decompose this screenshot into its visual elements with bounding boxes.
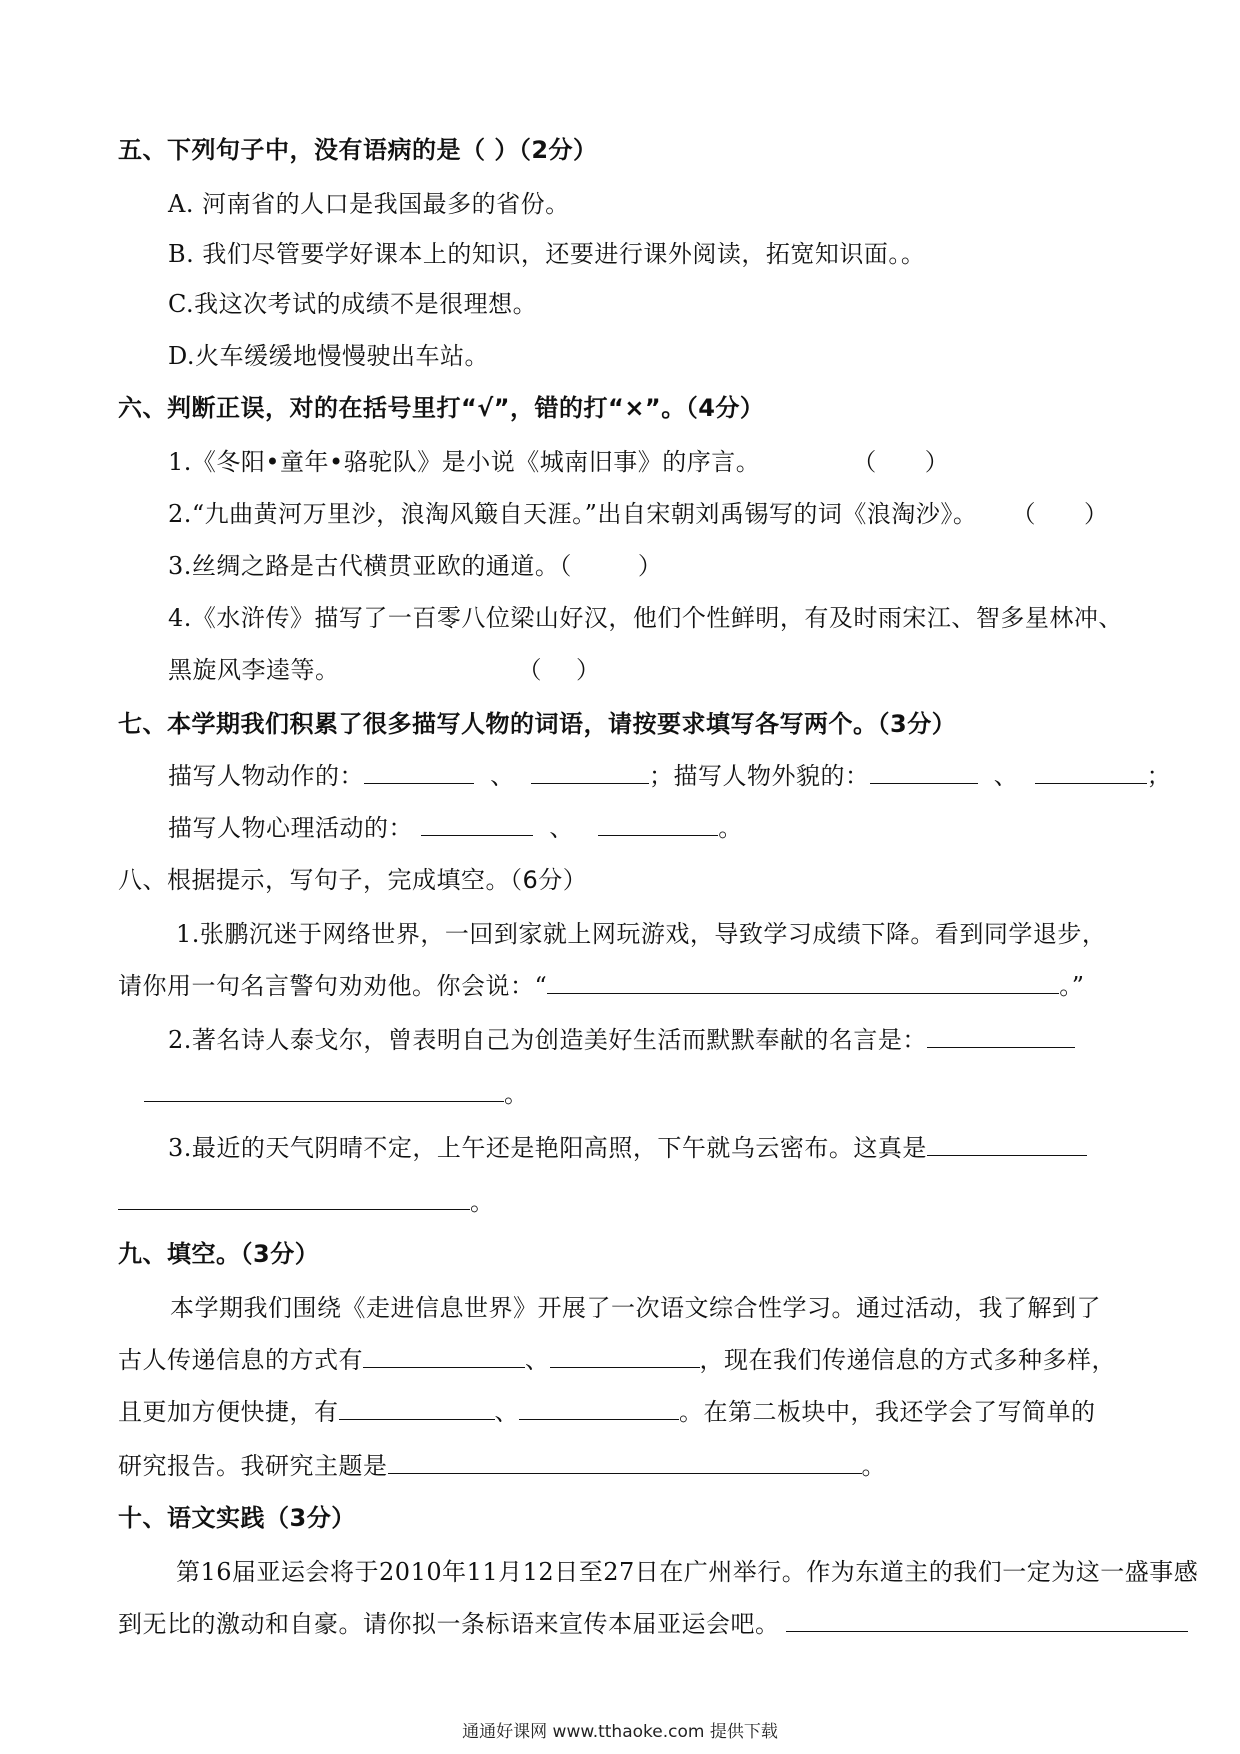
section-9-line-4 [118,1450,886,1482]
blank-research-topic[interactable] [388,1451,862,1474]
q3-prompt: 3.最近的天气阴晴不定，上午还是艳阳高照，下午就乌云密布。这真是 [168,1134,927,1162]
separator: 、 [993,762,1019,790]
section-5-option-b: B. 我们尽管要学好课本上的知识，还要进行课外阅读，拓宽知识面。。 [168,240,926,268]
item-text: 黑旋风李逵等。 [168,656,340,684]
modern-methods-text: ，现在我们传递信息的方式多种多样， [699,1346,1116,1374]
blank-q3-answer-b[interactable] [118,1187,470,1210]
blank-ancient-method-2[interactable] [550,1345,700,1368]
footer-source: 通通好课网 www.tthaoke.com 提供下载 [462,1722,778,1742]
blank-slogan[interactable] [786,1609,1188,1632]
period: 。 [718,814,743,842]
section-8-heading: 八、根据提示，写句子，完成填空。（6分） [118,866,588,894]
section-6-item-4-line-2 [168,654,601,686]
ancient-methods-prompt: 古人传递信息的方式有 [118,1346,363,1374]
prompt-psychology: 描写人物心理活动的： [168,814,413,842]
modern-methods-prompt: 且更加方便快捷，有 [118,1398,339,1426]
section-5-heading: 五、下列句子中，没有语病的是（ ）（2分） [118,136,598,164]
blank-action-1[interactable] [364,761,474,784]
section-8-q3-line-1 [168,1132,1087,1164]
separator: 、 [490,762,515,790]
section-6-item-2 [168,498,1108,530]
separator: 、 [549,814,574,842]
q1-prompt: 请你用一句名言警句劝劝他。你会说：“ [118,972,548,1000]
section-7-line-1 [168,760,1171,792]
section-10-line-1: 第16届亚运会将于2010年11月12日至27日在广州举行。作为东道主的我们一定为这一盛事感 [176,1558,1199,1586]
section-9-line-3 [118,1396,1096,1428]
item-text: 2.“九曲黄河万里沙，浪淘风簸自天涯。”出自宋朝刘禹锡写的词《浪淘沙》。 [168,500,978,528]
answer-paren-open: （ [1011,500,1036,528]
section-8-q2-line-2 [144,1078,529,1110]
blank-q2-answer-a[interactable] [927,1025,1075,1048]
section-5-option-d: D.火车缓缓地慢慢驶出车站。 [168,342,490,370]
section-9-line-1: 本学期我们围绕《走进信息世界》开展了一次语文综合性学习。通过活动，我了解到了 [170,1294,1101,1322]
answer-paren-close: ） [1083,500,1109,528]
blank-psychology-1[interactable] [421,813,533,836]
blank-ancient-method-1[interactable] [363,1345,525,1368]
section-8-q1-line-1: 1.张鹏沉迷于网络世界，一回到家就上网玩游戏，导致学习成绩下降。看到同学退步， [176,920,1107,948]
section-10-line-2 [118,1608,1188,1640]
answer-paren-close: ） [924,448,950,476]
item-text: 1.《冬阳•童年•骆驼队》是小说《城南旧事》的序言。 [168,448,761,476]
blank-modern-method-2[interactable] [519,1397,679,1420]
blank-q1-answer[interactable] [547,971,1059,994]
section-8-q2-line-1 [168,1024,1075,1056]
quote-end: 。” [1059,972,1085,1000]
prompt-appearance: ；描写人物外貌的： [649,762,870,790]
section-6-item-4-line-1: 4.《水浒传》描写了一百零八位梁山好汉，他们个性鲜明，有及时雨宋江、智多星林冲、 [168,604,1123,632]
blank-appearance-1[interactable] [870,761,978,784]
prompt-action: 描写人物动作的： [168,762,364,790]
slogan-prompt: 到无比的激动和自豪。请你拟一条标语来宣传本届亚运会吧。 [118,1610,780,1638]
section-6-heading: 六、判断正误，对的在括号里打“√”，错的打“×”。（4分） [118,394,765,422]
section-7-line-2 [168,812,743,844]
blank-action-2[interactable] [531,761,649,784]
section-10-heading: 十、语文实践（3分） [118,1504,356,1532]
section-6-item-1 [168,446,949,478]
section-5-option-c: C.我这次考试的成绩不是很理想。 [168,290,538,318]
separator: 、 [525,1346,550,1374]
section-9-line-2 [118,1344,1116,1376]
section-5-option-a: A. 河南省的人口是我国最多的省份。 [168,190,570,218]
section-6-item-3 [168,550,662,582]
semicolon: ； [1146,762,1172,790]
answer-paren-close: ） [576,656,601,684]
period: 。 [861,1452,886,1480]
q2-prompt: 2.著名诗人泰戈尔，曾表明自己为创造美好生活而默默奉献的名言是： [168,1026,927,1054]
answer-paren-open: （ [852,448,877,476]
blank-q2-answer-b[interactable] [144,1079,504,1102]
blank-psychology-2[interactable] [598,813,718,836]
research-topic-prompt: 研究报告。我研究主题是 [118,1452,388,1480]
separator: 、 [494,1398,519,1426]
second-block-text: 。在第二板块中，我还学会了写简单的 [679,1398,1096,1426]
section-8-q1-line-2 [118,970,1085,1002]
section-8-q3-line-2 [118,1186,495,1218]
blank-appearance-2[interactable] [1035,761,1147,784]
blank-q3-answer-a[interactable] [927,1133,1087,1156]
answer-paren-close: ） [637,552,663,580]
item-text: 3.丝绸之路是古代横贯亚欧的通道。（ [168,552,572,580]
section-9-heading: 九、填空。（3分） [118,1240,320,1268]
period: 。 [504,1080,529,1108]
section-7-heading: 七、本学期我们积累了很多描写人物的词语，请按要求填写各写两个。（3分） [118,710,957,738]
answer-paren-open: （ [517,656,542,684]
blank-modern-method-1[interactable] [339,1397,495,1420]
period: 。 [470,1188,495,1216]
